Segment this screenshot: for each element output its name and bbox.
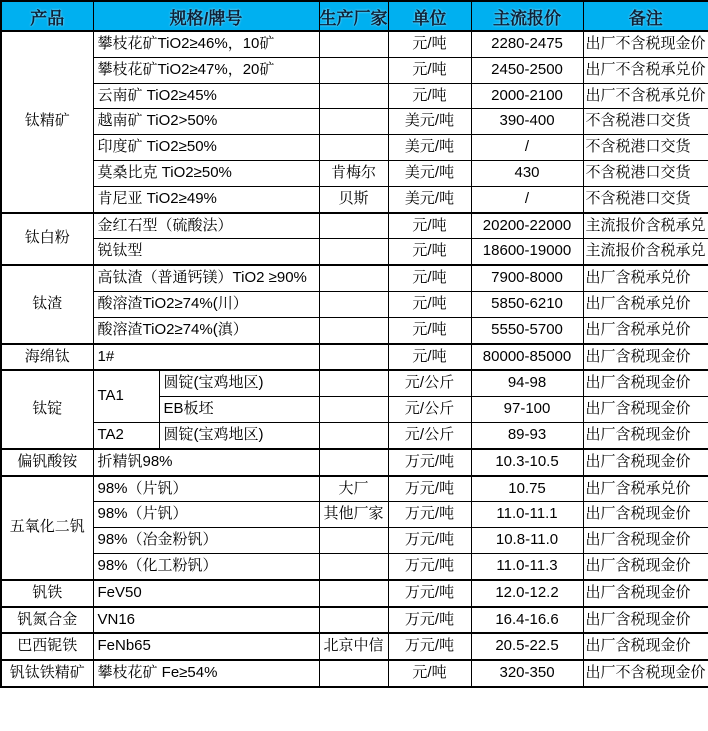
unit-cell: 万元/吨 <box>388 528 471 554</box>
note-cell: 出厂含税现金价 <box>583 553 708 579</box>
table-row <box>1 633 708 660</box>
price-cell: 2280-2475 <box>471 31 583 57</box>
price-cell: 97-100 <box>471 397 583 423</box>
price-cell: 80000-85000 <box>471 344 583 371</box>
table-row <box>1 502 708 528</box>
spec-cell: 攀枝花矿 Fe≥54% <box>93 660 319 687</box>
price-cell: / <box>471 135 583 161</box>
spec-cell: 酸溶渣TiO2≥74%(滇） <box>93 317 319 343</box>
manufacturer-cell: 贝斯 <box>319 186 388 212</box>
unit-cell: 元/吨 <box>388 239 471 265</box>
manufacturer-cell <box>319 31 388 57</box>
manufacturer-cell <box>319 317 388 343</box>
price-cell: 2000-2100 <box>471 83 583 109</box>
product-cell: 钛精矿 <box>1 31 93 213</box>
price-cell: 11.0-11.3 <box>471 553 583 579</box>
unit-cell: 元/公斤 <box>388 422 471 448</box>
product-cell: 钒铁 <box>1 580 93 607</box>
manufacturer-cell <box>319 580 388 607</box>
table-row <box>1 370 708 396</box>
spec-cell: 98%（化工粉钒） <box>93 553 319 579</box>
table-row <box>1 553 708 579</box>
manufacturer-cell <box>319 449 388 476</box>
unit-cell: 元/公斤 <box>388 370 471 396</box>
col-header-manufacturer: 生产厂家 <box>319 1 388 31</box>
manufacturer-cell <box>319 213 388 239</box>
unit-cell: 美元/吨 <box>388 160 471 186</box>
unit-cell: 元/吨 <box>388 291 471 317</box>
table-row <box>1 660 708 687</box>
table-row <box>1 422 708 448</box>
table-row <box>1 160 708 186</box>
note-cell: 出厂含税现金价 <box>583 580 708 607</box>
manufacturer-cell <box>319 528 388 554</box>
unit-cell: 元/公斤 <box>388 397 471 423</box>
table-row <box>1 239 708 265</box>
table-row <box>1 607 708 634</box>
unit-cell: 万元/吨 <box>388 633 471 660</box>
unit-cell: 美元/吨 <box>388 135 471 161</box>
spec-cell: 肯尼亚 TiO2≥49% <box>93 186 319 212</box>
spec-cell: 酸溶渣TiO2≥74%(川） <box>93 291 319 317</box>
manufacturer-cell <box>319 265 388 291</box>
price-cell: 11.0-11.1 <box>471 502 583 528</box>
spec-cell: 莫桑比克 TiO2≥50% <box>93 160 319 186</box>
unit-cell: 元/吨 <box>388 660 471 687</box>
price-cell: 89-93 <box>471 422 583 448</box>
unit-cell: 美元/吨 <box>388 186 471 212</box>
unit-cell: 元/吨 <box>388 57 471 83</box>
note-cell: 出厂含税现金价 <box>583 633 708 660</box>
note-cell: 不含税港口交货 <box>583 135 708 161</box>
note-cell: 出厂含税现金价 <box>583 344 708 371</box>
manufacturer-cell: 其他厂家 <box>319 502 388 528</box>
unit-cell: 元/吨 <box>388 213 471 239</box>
price-cell: 10.75 <box>471 476 583 502</box>
product-cell: 钛白粉 <box>1 213 93 266</box>
unit-cell: 万元/吨 <box>388 476 471 502</box>
manufacturer-cell <box>319 397 388 423</box>
spec-cell: 98%（片钒） <box>93 502 319 528</box>
spec-cell: 圆锭(宝鸡地区) <box>159 370 319 396</box>
note-cell: 出厂不含税现金价 <box>583 660 708 687</box>
note-cell: 不含税港口交货 <box>583 109 708 135</box>
spec-cell: 高钛渣（普通钙镁）TiO2 ≥90% <box>93 265 319 291</box>
spec-cell: 折精钒98% <box>93 449 319 476</box>
product-cell: 钒氮合金 <box>1 607 93 634</box>
note-cell: 出厂含税现金价 <box>583 502 708 528</box>
unit-cell: 万元/吨 <box>388 553 471 579</box>
price-cell: / <box>471 186 583 212</box>
price-cell: 320-350 <box>471 660 583 687</box>
header-row <box>1 1 708 31</box>
spec-cell: 金红石型（硫酸法） <box>93 213 319 239</box>
spec-cell: 攀枝花矿TiO2≥47%，20矿 <box>93 57 319 83</box>
table-row <box>1 83 708 109</box>
table-row <box>1 57 708 83</box>
unit-cell: 元/吨 <box>388 265 471 291</box>
unit-cell: 万元/吨 <box>388 502 471 528</box>
price-cell: 18600-19000 <box>471 239 583 265</box>
spec-cell: 印度矿 TiO2≥50% <box>93 135 319 161</box>
product-cell: 偏钒酸铵 <box>1 449 93 476</box>
note-cell: 出厂含税承兑价 <box>583 265 708 291</box>
manufacturer-cell <box>319 239 388 265</box>
manufacturer-cell <box>319 553 388 579</box>
price-cell: 430 <box>471 160 583 186</box>
product-cell: 五氧化二钒 <box>1 476 93 580</box>
price-cell: 390-400 <box>471 109 583 135</box>
table-row <box>1 449 708 476</box>
manufacturer-cell <box>319 344 388 371</box>
price-cell: 2450-2500 <box>471 57 583 83</box>
note-cell: 出厂含税现金价 <box>583 397 708 423</box>
price-cell: 12.0-12.2 <box>471 580 583 607</box>
spec-cell: 圆锭(宝鸡地区) <box>159 422 319 448</box>
price-cell: 20.5-22.5 <box>471 633 583 660</box>
manufacturer-cell <box>319 83 388 109</box>
table-row <box>1 31 708 57</box>
manufacturer-cell <box>319 370 388 396</box>
table-row <box>1 135 708 161</box>
manufacturer-cell: 大厂 <box>319 476 388 502</box>
note-cell: 出厂不含税承兑价 <box>583 57 708 83</box>
manufacturer-cell: 北京中信 <box>319 633 388 660</box>
spec-cell: 锐钛型 <box>93 239 319 265</box>
manufacturer-cell <box>319 291 388 317</box>
product-cell: 钛锭 <box>1 370 93 448</box>
note-cell: 出厂含税承兑价 <box>583 291 708 317</box>
price-cell: 94-98 <box>471 370 583 396</box>
price-cell: 10.3-10.5 <box>471 449 583 476</box>
grade-cell: TA1 <box>93 370 159 422</box>
unit-cell: 元/吨 <box>388 31 471 57</box>
note-cell: 出厂含税承兑价 <box>583 476 708 502</box>
product-cell: 巴西铌铁 <box>1 633 93 660</box>
note-cell: 出厂不含税现金价 <box>583 31 708 57</box>
product-cell: 钒钛铁精矿 <box>1 660 93 687</box>
price-cell: 5550-5700 <box>471 317 583 343</box>
spec-cell: 98%（片钒） <box>93 476 319 502</box>
table-row <box>1 265 708 291</box>
manufacturer-cell: 肯梅尔 <box>319 160 388 186</box>
note-cell: 出厂含税现金价 <box>583 528 708 554</box>
table-row <box>1 213 708 239</box>
note-cell: 出厂不含税承兑价 <box>583 83 708 109</box>
spec-cell: EB板坯 <box>159 397 319 423</box>
unit-cell: 元/吨 <box>388 83 471 109</box>
price-cell: 10.8-11.0 <box>471 528 583 554</box>
note-cell: 出厂含税现金价 <box>583 449 708 476</box>
col-header-unit: 单位 <box>388 1 471 31</box>
table-row <box>1 344 708 371</box>
manufacturer-cell <box>319 422 388 448</box>
unit-cell: 万元/吨 <box>388 449 471 476</box>
product-cell: 钛渣 <box>1 265 93 343</box>
table-row <box>1 476 708 502</box>
unit-cell: 万元/吨 <box>388 580 471 607</box>
table-row <box>1 317 708 343</box>
spec-cell: FeV50 <box>93 580 319 607</box>
price-cell: 20200-22000 <box>471 213 583 239</box>
manufacturer-cell <box>319 660 388 687</box>
unit-cell: 元/吨 <box>388 344 471 371</box>
manufacturer-cell <box>319 57 388 83</box>
spec-cell: 1# <box>93 344 319 371</box>
note-cell: 主流报价含税承兑 <box>583 239 708 265</box>
unit-cell: 美元/吨 <box>388 109 471 135</box>
note-cell: 不含税港口交货 <box>583 160 708 186</box>
note-cell: 不含税港口交货 <box>583 186 708 212</box>
product-cell: 海绵钛 <box>1 344 93 371</box>
unit-cell: 元/吨 <box>388 317 471 343</box>
table-row <box>1 580 708 607</box>
spec-cell: 越南矿 TiO2>50% <box>93 109 319 135</box>
unit-cell: 万元/吨 <box>388 607 471 634</box>
price-cell: 7900-8000 <box>471 265 583 291</box>
table-row <box>1 528 708 554</box>
note-cell: 出厂含税承兑价 <box>583 317 708 343</box>
col-header-spec: 规格/牌号 <box>93 1 319 31</box>
grade-cell: TA2 <box>93 422 159 448</box>
table-row <box>1 186 708 212</box>
note-cell: 出厂含税现金价 <box>583 422 708 448</box>
col-header-price: 主流报价 <box>471 1 583 31</box>
table-row <box>1 109 708 135</box>
col-header-product: 产品 <box>1 1 93 31</box>
spec-cell: 云南矿 TiO2≥45% <box>93 83 319 109</box>
manufacturer-cell <box>319 607 388 634</box>
spec-cell: VN16 <box>93 607 319 634</box>
spec-cell: 98%（冶金粉钒） <box>93 528 319 554</box>
note-cell: 主流报价含税承兑 <box>583 213 708 239</box>
spec-cell: FeNb65 <box>93 633 319 660</box>
price-cell: 5850-6210 <box>471 291 583 317</box>
manufacturer-cell <box>319 135 388 161</box>
manufacturer-cell <box>319 109 388 135</box>
table-row <box>1 291 708 317</box>
price-cell: 16.4-16.6 <box>471 607 583 634</box>
note-cell: 出厂含税现金价 <box>583 370 708 396</box>
spec-cell: 攀枝花矿TiO2≥46%，10矿 <box>93 31 319 57</box>
col-header-note: 备注 <box>583 1 708 31</box>
note-cell: 出厂含税现金价 <box>583 607 708 634</box>
